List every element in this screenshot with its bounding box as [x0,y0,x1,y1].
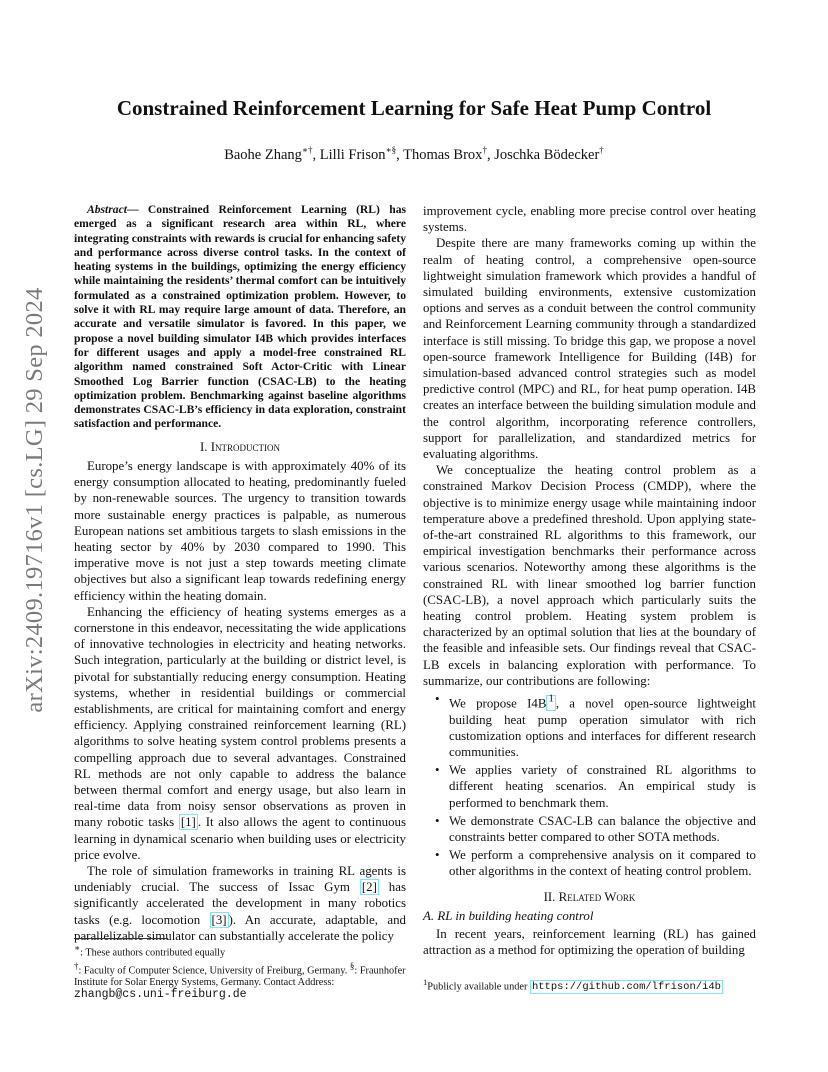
author-marks: ∗§ [385,145,397,155]
footnote-link[interactable]: 1 [546,695,555,711]
arxiv-identifier-stamp [22,285,48,715]
footnote-github: $^1$Publicly available under https://github.com/lfrison/i4b [423,977,721,994]
abstract: Abstract— Constrained Reinforcement Learning (RL) has emerged as a significant research area within RL, where integrating constraints with rewards is crucial for enhancing safety and performance across diverse control tasks. In the context of heating systems in the buildings, optimizing the energy efficiency while maintaining the residents’ thermal comfort can be intuitively formulated as a constrained optimization problem. However, to solve it with RL may require large amount of data. Therefore, an accurate and versatile simulator is favored. In this paper, we propose a novel building simulator I4B which provides interfaces for different usages and apply a model-free constrained RL algorithm named constrained Soft Actor-Critic with Linear Smoothed Log Barrier function (CSAC-LB) to the heating optimization problem. Benchmarking against baseline algorithms demonstrates CSAC-LB’s efficiency in data exploration, constraint satisfaction and performance. [74,203,407,431]
paragraph: Enhancing the efficiency of heating systems emerges as a cornerstone in this endeavor, necessitating the wide applications of innovative technologies in electricity and heating networks. Such integration, particularly at the building or district level, is pivotal for substantially reducing energy consumption. Heating systems, whether in residential buildings or commercial establishments, are critical for maintaining comfort and energy efficiency. Applying constrained reinforcement learning (RL) algorithms to solve heating system control problems presents a compelling approach due to several advantages. Constrained RL methods are not only capable to address the balance between thermal comfort and energy usage, but also learn in real-time data from noisy sensor observations as proven in many robotic tasks [1] . It also allows the agent to continuous learning in dynamical scenario when building uses or electricity price evolve. [74,604,406,862]
author-name: Joschka Bödecker [494,146,600,163]
footnote-rule [74,938,168,939]
author-list: Baohe Zhang∗†, Lilli Frison∗§, Thomas Brox†, Joschka Bödecker† [224,145,604,163]
citation-link[interactable]: [3] [211,912,227,927]
list-item: • We demonstrate CSAC-LB can balance the objective and constraints better compared to other SOTA methods. [449,813,756,845]
contact-email: zhangb@cs.uni-freiburg.de [74,988,247,1002]
citation-link[interactable]: [1] [180,815,196,830]
section-heading-introduction: I. Introduction [199,439,281,454]
paragraph: improvement cycle, enabling more precise control over heating systems. [423,204,756,235]
paragraph: Europe’s energy landscape is with approximately 40% of its energy consumption allocated to heating, predominantly fueled by non-renewable sources. The urgency to transition towards more sustainable energy practices is palpable, as numerous European nations set ambitious targets to slash emissions in the heating sector by 40% by 2030 compared to 1990. This imperative move is not just a step towards meeting climate objectives but also a significant leap towards redefining energy efficiency within the heating domain. [74,458,406,603]
footnotes [74,942,406,1002]
abstract-label: Abstract [87,203,127,216]
github-url-link[interactable]: https://github.com/lfrison/i4b [531,981,721,994]
citation-link[interactable]: [2] [361,880,377,895]
author-marks: † [482,145,487,155]
author-name: Lilli Frison [319,146,386,163]
author-name: Thomas Brox [403,146,483,163]
author-name: Baohe Zhang [224,146,302,163]
paragraph: The role of simulation frameworks in training RL agents is undeniably crucial. The success of Issac Gym [2] has significantly accelerated the development in many robotics tasks (e.g. locomotion [3] ). An accurate, adaptable, and parallelizable simulator can substantially accelerate the policy [74,864,406,943]
paragraph: In recent years, reinforcement learning (RL) has gained attraction as a method for optimizing the operation of building [423,927,756,958]
list-item: • We applies variety of constrained RL algorithms to different heating scenarios. An empirical study is performed to benchmark them. [449,762,756,811]
contribution-list [423,691,756,880]
paragraph: We conceptualize the heating control problem as a constrained Markov Decision Process (CMDP), where the objective is to minimize energy usage while maintaining indoor temperature above a predefined threshold. Upon applying state-of-the-art constrained RL algorithms to this framework, our empirical investigation benchmarks their performance across various scenarios. Noteworthy among these algorithms is the constrained RL with linear smoothed log barrier function (CSAC-LB), a novel approach which particularly suits the heating control problem. Heating system problem is characterized by an optimal solution that lies at the boundary of the feasible and infeasible sets. Our findings reveal that CSAC-LB excels in balancing exploration with performance. To summarize, our contributions are following: [423,463,756,688]
paragraph: Despite there are many frameworks coming up within the realm of heating control, a comprehensive open-source lightweight simulation framework which provides a handful of simulated building environments, extensive customization options and serves as a conduit between the control community and Reinforcement Learning community through a standardized interface is still missing. To bridge this gap, we propose a novel open-source framework Intelligence for Building (I4B) for simulation-based advanced control strategies such as model predictive control (MPC) and RL, for heat pump operation. I4B creates an interface between the building simulation module and the control algorithm, incorporating reference controllers, support for parallelization, and standardized metrics for evaluating algorithms. [423,236,756,462]
left-column [74,203,406,944]
footnote-equal-contribution: ∗: These authors contributed equally [74,943,226,959]
right-column [423,203,756,958]
section-heading-related-work: II. Related Work [543,889,636,904]
abstract-text: Constrained Reinforcement Learning (RL) has emerged as a significant research area within RL, where integrating constraints with rewards is crucial for enhancing safety and performance across diverse control tasks. In the context of heating systems in the buildings, optimizing the energy efficiency while maintaining the residents’ thermal comfort can be intuitively formulated as a constrained optimization problem. However, to solve it with RL may require large amount of data. Therefore, an accurate and versatile simulator is favored. In this paper, we propose a novel building simulator I4B which provides interfaces for different usages and apply a model-free constrained RL algorithm named constrained Soft Actor-Critic with Linear Smoothed Log Barrier function (CSAC-LB) to the heating optimization problem. Benchmarking against baseline algorithms demonstrates CSAC-LB’s efficiency in data exploration, constraint satisfaction and performance. [74,203,407,431]
list-item: • We perform a comprehensive analysis on it compared to other algorithms in the context of heating control problem. [449,847,756,879]
arxiv-id-text: arXiv:2409.19716v1 [cs.LG] 29 Sep 2024 [21,287,48,713]
list-item: • We propose I4B $^1$ , a novel open-source lightweight building heat pump operation simulator with rich customization options and interfaces for different research communities. [449,691,756,760]
author-marks: ∗† [301,145,313,155]
footnote-affiliations: †: Faculty of Computer Science, University of Freiburg, Germany. §: Fraunhofer Institute for Solar Energy Systems, Germany. Contact Address: zhangb@cs.uni-freiburg.de [74,960,406,1002]
subsection-heading: A. RL in building heating control [423,908,594,923]
paper-title: Constrained Reinforcement Learning for Safe Heat Pump Control [116,96,712,120]
author-marks: † [599,145,604,155]
